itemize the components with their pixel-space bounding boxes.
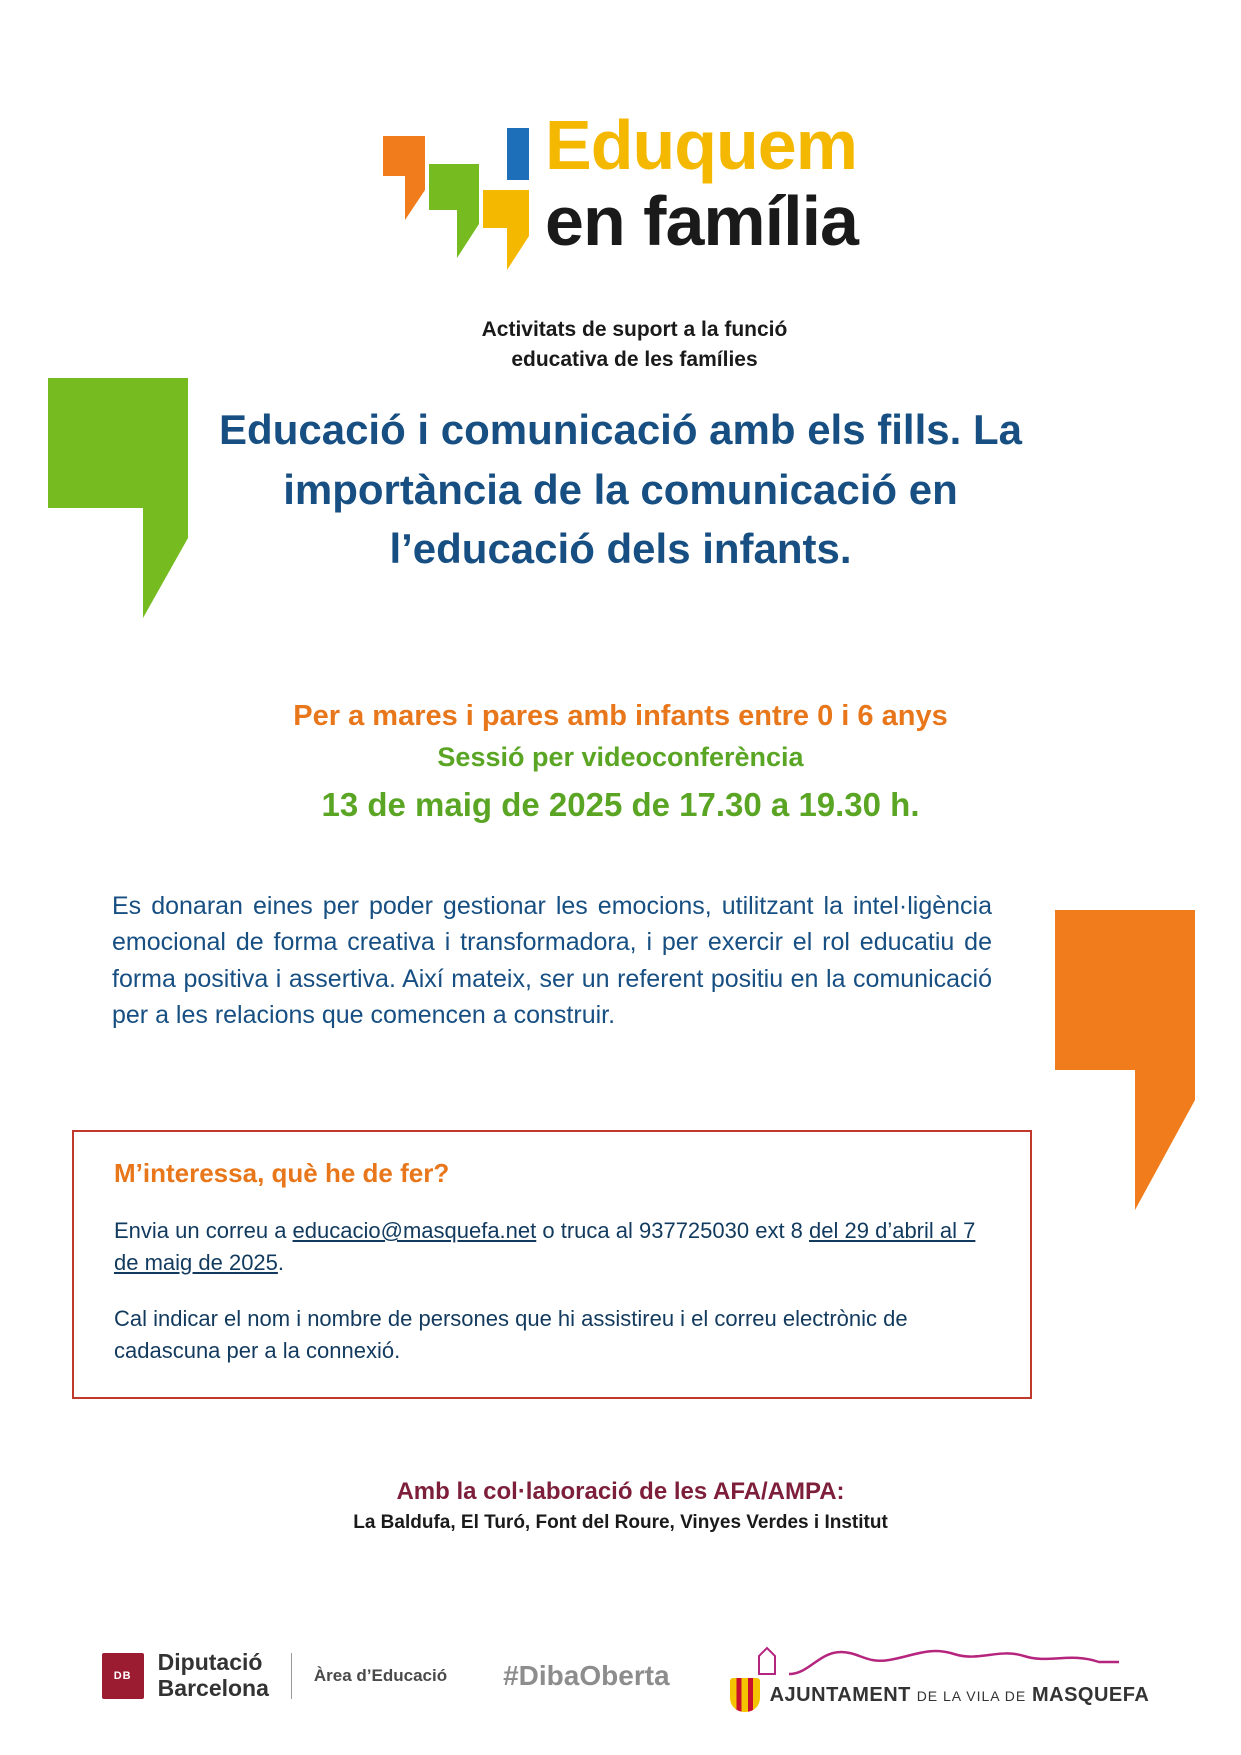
- contact-instructions: [114, 1215, 1002, 1279]
- logo-line-1: Eduquem: [545, 106, 857, 184]
- registration-period: del 29 d’abril al 7 de maig de 2025: [114, 1218, 976, 1275]
- ajuntament-of-town: DE LA VILA DE: [916, 1687, 1027, 1704]
- collaboration-title: Amb la col·laboració de les AFA/AMPA:: [396, 1478, 845, 1505]
- modality-line: Sessió per videoconferència: [437, 742, 804, 772]
- subtitle-line-1: Activitats de suport a la funció: [481, 318, 788, 341]
- page-title: Educació i comunicació amb els fills. La importància de la comunicació en l’educació dels infants.: [219, 406, 1022, 573]
- contact-end: .: [277, 1249, 285, 1275]
- program-logo: [0, 106, 1241, 293]
- diba-area-label: Àrea d’Educació: [313, 1666, 448, 1685]
- email-link[interactable]: educacio@masquefa.net: [292, 1218, 537, 1243]
- subtitle-line-2: educativa de les famílies: [511, 348, 758, 372]
- session-date: 13 de maig de 2025 de 17.30 a 19.30 h.: [321, 786, 920, 823]
- hashtag-label: #DibaOberta: [503, 1660, 670, 1691]
- attendance-instructions: Cal indicar el nom i nombre de persones que hi assistireu i el correu electrònic de cadascuna per a la connexió.: [114, 1305, 908, 1363]
- senyera-shield-icon: [730, 1678, 760, 1712]
- ajuntament-word: AJUNTAMENT: [769, 1683, 911, 1706]
- diba-name-line-2: Barcelona: [157, 1675, 269, 1701]
- description-block: [112, 888, 992, 1033]
- description-text: Es donaran eines per poder gestionar les emocions, utilitzant la intel·ligència emocional de forma creativa i transformadora, i per exercir el rol educatiu de forma positiva i assertiva. Així mateix, ser un referent positiu en la comunicació per a les relacions que comencen a construir.: [112, 892, 992, 1029]
- program-subtitle: [0, 315, 1241, 376]
- diba-shield-icon: DB: [102, 1653, 144, 1699]
- how-to-register-box: [72, 1130, 1032, 1399]
- diba-name-line-1: Diputació: [157, 1649, 263, 1676]
- diputacio-barcelona-logo: [102, 1650, 269, 1702]
- ajuntament-masquefa-logo: [730, 1640, 1150, 1712]
- logo-line-2: en família: [545, 182, 858, 260]
- audience-line: Per a mares i pares amb infants entre 0 i 6 anys: [293, 700, 948, 732]
- contact-pre: Envia un correu a: [114, 1218, 293, 1243]
- diba-name: [158, 1650, 269, 1702]
- ajuntament-row: [730, 1678, 1150, 1712]
- footer-logos: [0, 1631, 1241, 1721]
- green-quote-shape: [48, 378, 188, 658]
- town-name: MASQUEFA: [1031, 1683, 1150, 1706]
- ajuntament-text: [770, 1684, 1150, 1707]
- collaboration-list: La Baldufa, El Turó, Font del Roure, Vinyes Verdes i Institut: [353, 1512, 888, 1533]
- footer-divider: [291, 1653, 292, 1699]
- orange-quote-shape: [1015, 910, 1195, 1230]
- info-box-title: M’interessa, què he de fer?: [114, 1158, 450, 1188]
- logo-mark-icon: [383, 128, 533, 293]
- contact-mid: o truca al 937725030 ext 8: [536, 1218, 810, 1243]
- ajuntament-skyline-icon: [749, 1640, 1129, 1676]
